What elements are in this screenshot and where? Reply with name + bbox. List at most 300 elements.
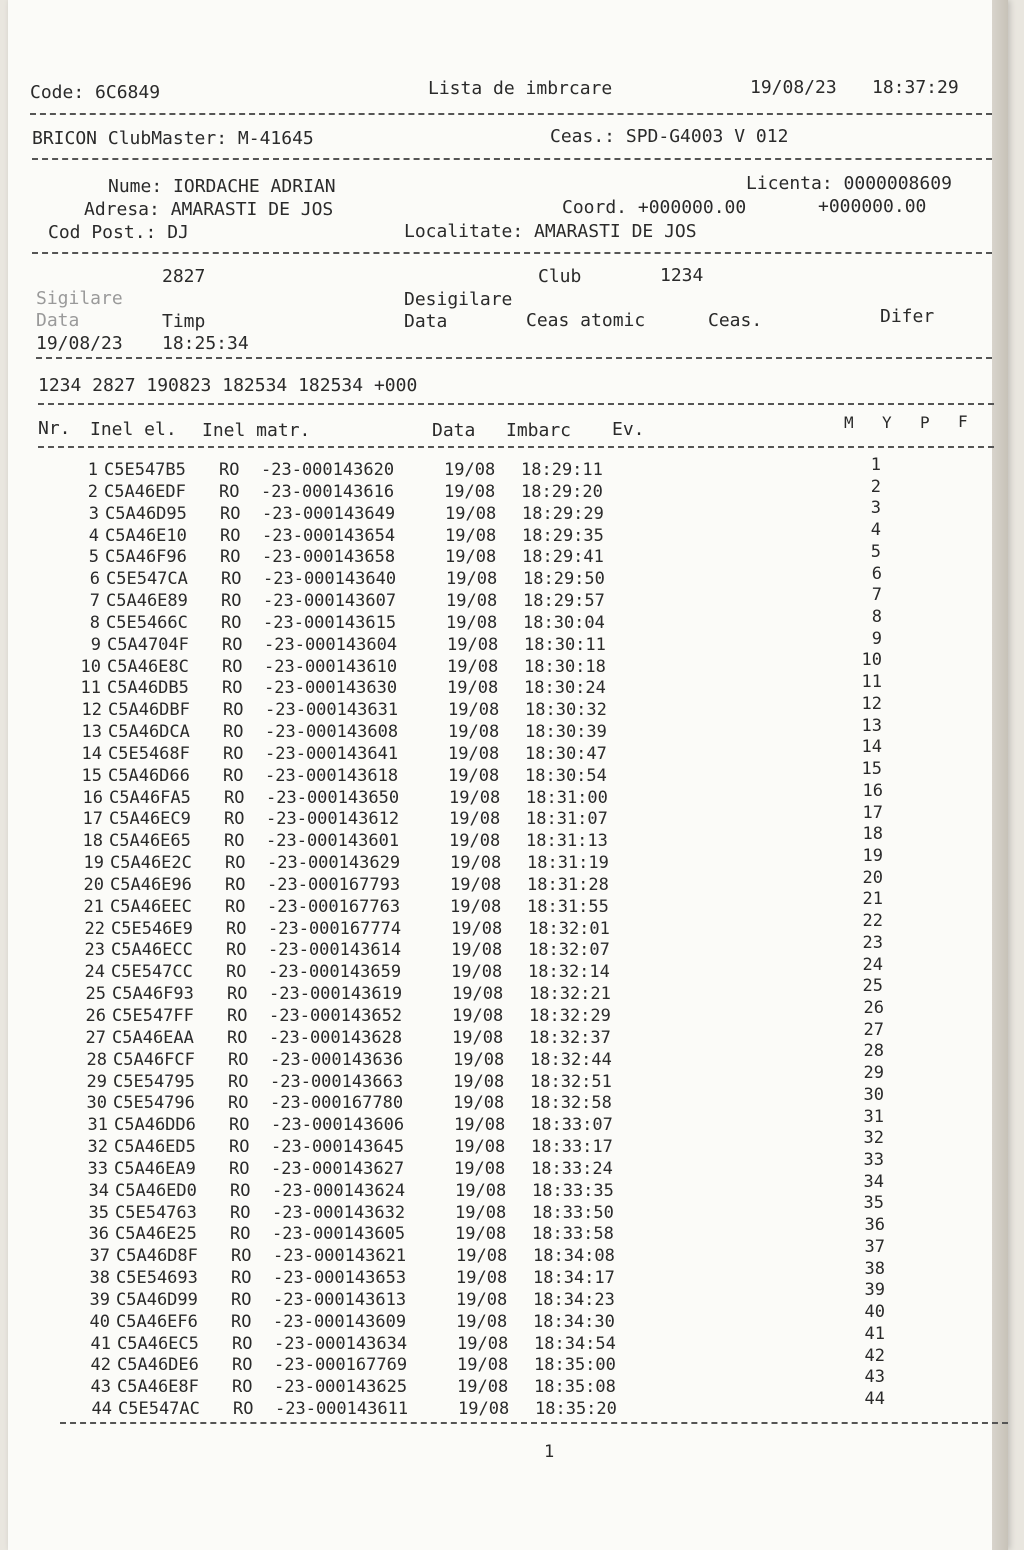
col-p: P <box>920 413 930 432</box>
row-number: 35 <box>88 1202 109 1223</box>
ring-number: -23-000143612 <box>266 809 400 830</box>
electronic-ring: C5A46EC9 <box>109 809 191 830</box>
electronic-ring: C5A46E8C <box>107 656 189 677</box>
row-rank: 22 <box>862 911 883 932</box>
electronic-ring: C5A46ECC <box>111 940 193 961</box>
ring-number: -23-000143629 <box>267 853 401 874</box>
separator <box>38 446 994 448</box>
country-code: RO <box>221 569 242 590</box>
electronic-ring: C5E546E9 <box>111 918 193 939</box>
boarding-date: 19/08 <box>455 1202 507 1223</box>
boarding-time: 18:30:32 <box>525 700 607 721</box>
col-f: F <box>958 412 968 431</box>
electronic-ring: C5A46ED5 <box>114 1137 196 1158</box>
country-code: RO <box>226 962 247 983</box>
country-code: RO <box>229 1137 250 1158</box>
row-rank: 20 <box>862 867 883 888</box>
row-number: 7 <box>89 591 100 612</box>
electronic-ring: C5E5468F <box>108 743 190 764</box>
ring-number: -23-000143619 <box>269 984 403 1005</box>
electronic-ring: C5A46D66 <box>108 765 190 786</box>
boarding-time: 18:30:47 <box>525 743 607 764</box>
boarding-date: 19/08 <box>448 743 500 764</box>
row-rank: 14 <box>861 737 882 758</box>
unseal-date-label: Data <box>404 311 448 332</box>
electronic-ring: C5A46EAA <box>112 1027 194 1048</box>
ring-number: -23-000143628 <box>269 1027 403 1048</box>
row-rank: 33 <box>863 1150 884 1171</box>
boarding-time: 18:30:24 <box>524 678 606 699</box>
ring-number: -23-000143659 <box>268 962 402 983</box>
code-label: Code: 6C6849 <box>30 82 161 103</box>
row-number: 10 <box>80 656 101 677</box>
boarding-time: 18:32:44 <box>530 1049 612 1070</box>
electronic-ring: C5A46E65 <box>109 831 191 852</box>
electronic-ring: C5A46EDF <box>104 481 186 502</box>
owner-coord-2: +000000.00 <box>818 196 927 217</box>
country-code: RO <box>223 722 244 743</box>
boarding-date: 19/08 <box>451 918 503 939</box>
ring-number: -23-000143627 <box>271 1158 405 1179</box>
boarding-time: 18:35:00 <box>534 1355 616 1376</box>
row-rank: 30 <box>863 1084 884 1105</box>
ring-number: -23-000143634 <box>274 1333 408 1354</box>
owner-address: Adresa: AMARASTI DE JOS <box>84 199 334 220</box>
print-time: 18:37:29 <box>872 77 959 98</box>
col-boarding: Imbarc <box>506 420 572 441</box>
boarding-date: 19/08 <box>446 569 498 590</box>
electronic-ring: C5A46F96 <box>105 547 187 568</box>
boarding-time: 18:35:08 <box>534 1377 616 1398</box>
electronic-ring: C5E547CA <box>106 569 188 590</box>
row-rank: 17 <box>862 802 883 823</box>
boarding-date: 19/08 <box>451 962 503 983</box>
boarding-date: 19/08 <box>449 787 501 808</box>
row-rank: 5 <box>870 541 881 562</box>
row-rank: 7 <box>871 585 882 606</box>
row-number: 34 <box>88 1180 109 1201</box>
row-rank: 26 <box>863 998 884 1018</box>
electronic-ring: C5A46D99 <box>116 1289 198 1310</box>
ring-number: -23-000143650 <box>266 787 400 808</box>
boarding-date: 19/08 <box>444 481 496 502</box>
row-number: 23 <box>84 940 105 961</box>
separator <box>38 403 994 405</box>
row-number: 43 <box>90 1377 111 1398</box>
boarding-date: 19/08 <box>450 874 502 895</box>
country-code: RO <box>231 1246 252 1267</box>
boarding-date: 19/08 <box>456 1246 508 1267</box>
ring-number: -23-000167774 <box>268 918 402 939</box>
boarding-date: 19/08 <box>454 1158 506 1179</box>
boarding-date: 19/08 <box>450 896 502 917</box>
row-rank: 27 <box>863 1019 884 1040</box>
boarding-date: 19/08 <box>457 1377 509 1398</box>
boarding-time: 18:32:37 <box>529 1027 611 1048</box>
boarding-date: 19/08 <box>453 1093 505 1114</box>
row-number: 11 <box>80 678 101 699</box>
row-rank: 10 <box>861 650 882 671</box>
date-label: Data <box>36 310 80 331</box>
row-number: 21 <box>83 896 104 917</box>
row-rank: 3 <box>870 498 881 519</box>
document-title: Lista de imbrcare <box>428 78 613 99</box>
ring-number: -23-000167793 <box>267 874 401 895</box>
boarding-date: 19/08 <box>445 503 497 524</box>
row-rank: 36 <box>864 1215 885 1236</box>
owner-license: Licenta: 0000008609 <box>746 173 952 194</box>
col-date: Data <box>432 420 476 441</box>
ring-number: -23-000143618 <box>265 765 399 786</box>
boarding-time: 18:34:54 <box>534 1333 616 1354</box>
row-number: 40 <box>89 1311 110 1332</box>
row-number: 3 <box>88 503 99 524</box>
clock-col-label: Ceas. <box>708 310 763 331</box>
boarding-date: 19/08 <box>456 1268 508 1289</box>
row-number: 28 <box>86 1049 107 1070</box>
row-rank: 44 <box>864 1388 885 1409</box>
boarding-date: 19/08 <box>447 656 499 677</box>
row-rank: 37 <box>864 1236 885 1257</box>
row-rank: 24 <box>862 954 883 975</box>
boarding-date: 19/08 <box>449 809 501 830</box>
separator <box>60 1422 1008 1424</box>
row-rank: 19 <box>862 845 883 866</box>
boarding-time: 18:32:07 <box>528 940 610 961</box>
row-rank: 31 <box>863 1106 884 1127</box>
boarding-time: 18:32:51 <box>530 1071 612 1092</box>
electronic-ring: C5A46DCA <box>108 722 190 743</box>
row-rank: 25 <box>862 976 883 997</box>
row-number: 24 <box>84 962 105 983</box>
ring-number: -23-000143613 <box>273 1289 407 1310</box>
row-rank: 39 <box>864 1280 885 1301</box>
electronic-ring: C5A46DD6 <box>114 1115 196 1136</box>
col-ev: Ev. <box>612 419 645 440</box>
boarding-time: 18:32:14 <box>528 962 610 983</box>
electronic-ring: C5A46FA5 <box>109 787 191 808</box>
boarding-date: 19/08 <box>458 1399 510 1420</box>
separator <box>32 158 992 160</box>
country-code: RO <box>230 1224 251 1245</box>
country-code: RO <box>223 765 244 786</box>
electronic-ring: C5E54796 <box>113 1093 195 1114</box>
electronic-ring: C5A46EC5 <box>117 1333 199 1354</box>
country-code: RO <box>222 678 243 699</box>
electronic-ring: C5A46ED0 <box>115 1180 197 1201</box>
boarding-time: 18:32:21 <box>529 984 611 1005</box>
country-code: RO <box>221 612 242 633</box>
country-code: RO <box>220 525 241 546</box>
ring-number: -23-000143663 <box>270 1071 404 1092</box>
ring-number: -23-000143604 <box>264 634 398 655</box>
row-number: 4 <box>88 525 99 546</box>
boarding-time: 18:33:35 <box>532 1180 614 1201</box>
row-number: 5 <box>88 547 99 568</box>
row-number: 20 <box>83 874 104 895</box>
boarding-time: 18:33:24 <box>531 1158 613 1179</box>
country-code: RO <box>223 743 244 764</box>
row-number: 14 <box>81 743 102 764</box>
row-number: 18 <box>82 831 103 852</box>
boarding-time: 18:29:11 <box>521 460 603 480</box>
ring-number: -23-000143620 <box>261 460 395 480</box>
row-rank: 4 <box>870 520 881 541</box>
boarding-date: 19/08 <box>448 722 500 743</box>
boarding-date: 19/08 <box>452 984 504 1005</box>
ring-number: -23-000143625 <box>274 1377 408 1398</box>
col-ring-el: Inel el. <box>90 419 177 440</box>
row-number: 25 <box>85 984 106 1005</box>
boarding-date: 19/08 <box>454 1115 506 1136</box>
ring-number: -23-000143653 <box>273 1268 407 1289</box>
country-code: RO <box>225 874 246 895</box>
sealing-time: 18:25:34 <box>162 333 249 354</box>
country-code: RO <box>226 940 247 961</box>
country-code: RO <box>231 1289 252 1310</box>
row-number: 16 <box>82 787 103 808</box>
country-code: RO <box>222 634 243 655</box>
clubmaster-label: BRICON ClubMaster: M-41645 <box>32 128 314 149</box>
row-number: 30 <box>86 1093 107 1114</box>
ring-number: -23-000143636 <box>270 1049 404 1070</box>
electronic-ring: C5A46E10 <box>105 525 187 546</box>
electronic-ring: C5A46E8F <box>117 1377 199 1398</box>
row-rank: 34 <box>863 1171 884 1192</box>
col-y: Y <box>882 413 892 432</box>
boarding-date: 19/08 <box>450 853 502 874</box>
boarding-date: 19/08 <box>447 634 499 655</box>
atomic-clock-label: Ceas atomic <box>526 310 646 331</box>
boarding-time: 18:29:20 <box>521 481 603 502</box>
col-m: M <box>844 413 854 432</box>
row-rank: 16 <box>862 780 883 801</box>
separator <box>32 252 992 254</box>
electronic-ring: C5A46EF6 <box>116 1311 198 1332</box>
ring-number: -23-000143630 <box>264 678 398 699</box>
boarding-time: 18:29:41 <box>522 547 604 568</box>
electronic-ring: C5A46DE6 <box>117 1355 199 1376</box>
row-number: 36 <box>88 1224 109 1245</box>
row-number: 39 <box>89 1289 110 1310</box>
row-rank: 21 <box>862 889 883 910</box>
row-number: 41 <box>90 1333 111 1354</box>
row-number: 44 <box>91 1399 112 1420</box>
electronic-ring: C5A46F93 <box>112 984 194 1005</box>
boarding-date: 19/08 <box>457 1333 509 1354</box>
ring-number: -23-000143652 <box>269 1006 403 1026</box>
row-number: 15 <box>81 765 102 786</box>
country-code: RO <box>228 1093 249 1114</box>
row-rank: 42 <box>864 1345 885 1366</box>
row-rank: 12 <box>861 693 882 714</box>
club-value: 1234 <box>660 265 704 286</box>
country-code: RO <box>229 1158 250 1179</box>
row-number: 26 <box>85 1006 106 1026</box>
boarding-time: 18:30:39 <box>525 722 607 743</box>
boarding-time: 18:31:07 <box>526 809 608 830</box>
boarding-time: 18:29:29 <box>522 503 604 524</box>
ring-number: -23-000143611 <box>275 1399 409 1420</box>
country-code: RO <box>223 700 244 721</box>
boarding-date: 19/08 <box>455 1224 507 1245</box>
ring-number: -23-000167780 <box>270 1093 404 1114</box>
sealing-label: Sigilare <box>36 288 123 309</box>
boarding-time: 18:35:20 <box>535 1399 617 1420</box>
ring-number: -23-000143606 <box>271 1115 405 1136</box>
boarding-time: 18:30:18 <box>524 656 606 677</box>
ring-number: -23-000143624 <box>272 1180 406 1201</box>
unsealing-label: Desigilare <box>404 289 513 310</box>
electronic-ring: C5A46E89 <box>106 591 188 612</box>
row-rank: 9 <box>871 628 882 649</box>
row-number: 1 <box>87 460 98 480</box>
ring-number: -23-000143610 <box>264 656 398 677</box>
country-code: RO <box>220 503 241 524</box>
club-label: Club <box>538 266 582 287</box>
country-code: RO <box>229 1115 250 1136</box>
row-rank: 23 <box>862 932 883 953</box>
ring-number: -23-000143658 <box>262 547 396 568</box>
boarding-time: 18:31:55 <box>527 896 609 917</box>
country-code: RO <box>226 918 247 939</box>
electronic-ring: C5A46E25 <box>115 1224 197 1245</box>
row-rank: 32 <box>863 1128 884 1149</box>
boarding-date: 19/08 <box>457 1355 509 1376</box>
ring-number: -23-000143601 <box>266 831 400 852</box>
row-number: 6 <box>89 569 100 590</box>
country-code: RO <box>227 1006 248 1026</box>
row-number: 37 <box>89 1246 110 1267</box>
row-rank: 41 <box>864 1323 885 1344</box>
boarding-date: 19/08 <box>446 591 498 612</box>
country-code: RO <box>230 1180 251 1201</box>
boarding-time: 18:34:30 <box>533 1311 615 1332</box>
owner-postcode: Cod Post.: DJ <box>48 222 189 243</box>
country-code: RO <box>225 853 246 874</box>
boarding-date: 19/08 <box>453 1049 505 1070</box>
boarding-time: 18:31:28 <box>527 874 609 895</box>
country-code: RO <box>232 1333 253 1354</box>
row-number: 38 <box>89 1268 110 1289</box>
electronic-ring: C5E54763 <box>115 1202 197 1223</box>
row-rank: 6 <box>871 563 882 584</box>
country-code: RO <box>232 1377 253 1398</box>
row-number: 31 <box>87 1115 108 1136</box>
boarding-date: 19/08 <box>454 1137 506 1158</box>
col-nr: Nr. <box>38 418 71 439</box>
row-rank: 43 <box>864 1367 885 1388</box>
country-code: RO <box>231 1311 252 1332</box>
row-rank: 1 <box>870 455 881 475</box>
row-number: 27 <box>85 1027 106 1048</box>
electronic-ring: C5E547FF <box>112 1006 194 1026</box>
ring-number: -23-000143631 <box>265 700 399 721</box>
clock-label: Ceas.: SPD-G4003 V 012 <box>550 126 789 147</box>
country-code: RO <box>233 1399 254 1420</box>
country-code: RO <box>227 984 248 1005</box>
boarding-date: 19/08 <box>452 1027 504 1048</box>
electronic-ring: C5A46FCF <box>113 1049 195 1070</box>
country-code: RO <box>228 1049 249 1070</box>
ring-number: -23-000143645 <box>271 1137 405 1158</box>
row-number: 17 <box>82 809 103 830</box>
sealing-number: 2827 <box>162 266 206 287</box>
electronic-ring: C5A46D95 <box>105 503 187 524</box>
boarding-date: 19/08 <box>456 1311 508 1332</box>
boarding-time: 18:32:29 <box>529 1006 611 1026</box>
boarding-time: 18:32:01 <box>528 918 610 939</box>
separator <box>36 357 992 359</box>
row-rank: 28 <box>863 1041 884 1062</box>
country-code: RO <box>221 591 242 612</box>
country-code: RO <box>222 656 243 677</box>
boarding-time: 18:31:19 <box>527 853 609 874</box>
boarding-date: 19/08 <box>444 460 496 480</box>
country-code: RO <box>224 809 245 830</box>
boarding-date: 19/08 <box>448 700 500 721</box>
ring-number: -23-000143616 <box>261 481 395 502</box>
electronic-ring: C5E547AC <box>118 1399 200 1420</box>
boarding-time: 18:34:08 <box>533 1246 615 1267</box>
page-number: 1 <box>544 1442 555 1462</box>
row-number: 13 <box>81 722 102 743</box>
electronic-ring: C5A46E2C <box>110 853 192 874</box>
boarding-time: 18:31:00 <box>526 787 608 808</box>
electronic-ring: C5E547B5 <box>104 460 186 480</box>
boarding-time: 18:30:54 <box>525 765 607 786</box>
row-rank: 38 <box>864 1258 885 1279</box>
boarding-date: 19/08 <box>448 765 500 786</box>
ring-number: -23-000143614 <box>268 940 402 961</box>
electronic-ring: C5A46E96 <box>110 874 192 895</box>
row-number: 22 <box>84 918 105 939</box>
ring-number: -23-000143641 <box>265 743 399 764</box>
country-code: RO <box>219 481 240 502</box>
boarding-time: 18:29:35 <box>522 525 604 546</box>
country-code: RO <box>231 1268 252 1289</box>
boarding-date: 19/08 <box>445 525 497 546</box>
ring-number: -23-000143654 <box>262 525 396 546</box>
separator <box>30 113 992 115</box>
time-label: Timp <box>162 311 206 332</box>
ring-number: -23-000143607 <box>263 591 397 612</box>
boarding-time: 18:29:57 <box>523 591 605 612</box>
print-date: 19/08/23 <box>750 77 837 98</box>
electronic-ring: C5A46EA9 <box>114 1158 196 1179</box>
boarding-date: 19/08 <box>453 1071 505 1092</box>
boarding-time: 18:31:13 <box>526 831 608 852</box>
boarding-date: 19/08 <box>445 547 497 568</box>
ring-number: -23-000143615 <box>263 612 397 633</box>
printout-page <box>8 0 1008 1550</box>
electronic-ring: C5E5466C <box>106 612 188 633</box>
ring-number: -23-000143621 <box>273 1246 407 1267</box>
country-code: RO <box>224 831 245 852</box>
ring-number: -23-000167763 <box>267 896 401 917</box>
sealing-date: 19/08/23 <box>36 333 123 354</box>
boarding-time: 18:34:17 <box>533 1268 615 1289</box>
electronic-ring: C5E54693 <box>116 1268 198 1289</box>
boarding-time: 18:29:50 <box>523 569 605 590</box>
ring-number: -23-000143649 <box>262 503 396 524</box>
row-rank: 15 <box>861 759 882 780</box>
difference-label: Difer <box>880 306 935 327</box>
electronic-ring: C5A46DB5 <box>107 678 189 699</box>
boarding-date: 19/08 <box>452 1006 504 1026</box>
boarding-date: 19/08 <box>455 1180 507 1201</box>
row-rank: 29 <box>863 1063 884 1084</box>
